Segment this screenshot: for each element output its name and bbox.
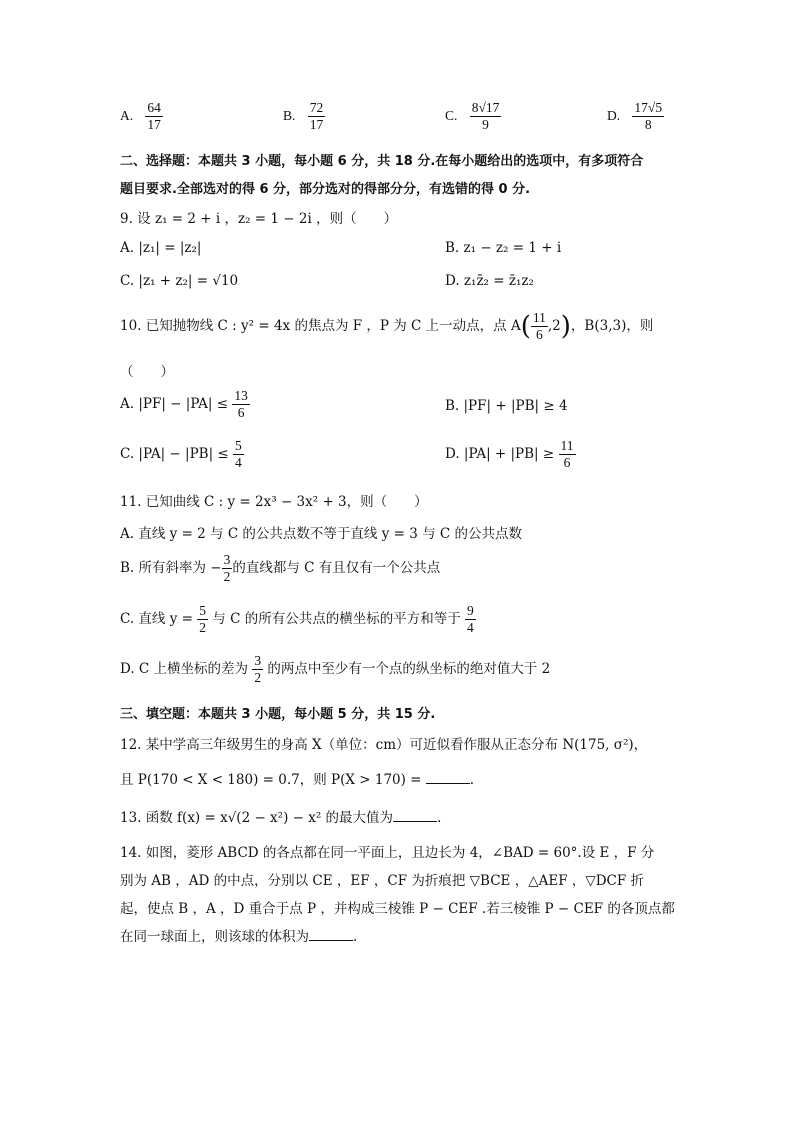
fraction: $\frac{9}{4}$: [467, 603, 474, 635]
q11-stem: 11. 已知曲线 C : y = 2x³ − 3x² + 3，则（ ）: [120, 494, 428, 510]
q14-line2: 别为 AB ，AD 的中点，分别以 CE ，EF ，CF 为折痕把 ▽BCE ，△AEF ，▽DCF 折: [120, 873, 645, 889]
fraction: $\frac{17√5}{8}$: [634, 100, 663, 132]
fraction: $\frac{72}{17}$: [309, 100, 324, 132]
q8-option-c: C. $\frac{8√17}{9}$: [445, 100, 500, 132]
section2-heading-line2: 题目要求.全部选对的得 6 分，部分选对的得部分分，有选错的得 0 分.: [120, 182, 531, 197]
q10-option-b: B. |PF| + |PB| ≥ 4: [445, 398, 568, 414]
q14-line1: 14. 如图，菱形 ABCD 的各点都在同一平面上，且边长为 4，∠BAD = 60°.设 E ，F 分: [120, 845, 655, 861]
q14-line4: 在同一球面上，则该球的体积为 .: [120, 929, 358, 945]
q8-option-b: B. $\frac{72}{17}$: [283, 100, 324, 132]
q11-option-a: A. 直线 y = 2 与 C 的公共点数不等于直线 y = 3 与 C 的公共点数: [120, 526, 523, 542]
q11-option-b: B. 所有斜率为 − $\frac{3}{2}$ 的直线都与 C 有且仅有一个公共点: [120, 552, 441, 584]
q9-option-b: B. z₁ − z₂ = 1 + i: [445, 240, 562, 256]
q14-line3: 起，使点 B ，A ，D 重合于点 P ，并构成三棱锥 P − CEF .若三棱锥 P − CEF 的各顶点都: [120, 901, 675, 917]
fraction: $\frac{8√17}{9}$: [471, 100, 500, 132]
q10-option-a: A. |PF| − |PA| ≤ $\frac{13}{6}$: [120, 388, 248, 420]
q10-option-c: C. |PA| − |PB| ≤ $\frac{5}{4}$: [120, 438, 242, 470]
q9-option-c: C. |z₁ + z₂| = √10: [120, 273, 239, 289]
answer-blank: [309, 928, 353, 941]
fraction: $\frac{11}{6}$: [560, 438, 574, 470]
q8-option-a: A. $\frac{64}{17}$: [120, 100, 161, 132]
q10-stem: 10. 已知抛物线 C : y² = 4x 的焦点为 F ，P 为 C 上一动点，点 A( $\frac{11}{6}$ ,2)，B(3,3)，则: [120, 310, 654, 342]
q13-text: 13. 函数 f(x) = x√(2 − x²) − x² 的最大值为 .: [120, 810, 442, 826]
fraction: $\frac{5}{2}$: [199, 603, 206, 635]
fraction: $\frac{11}{6}$: [532, 310, 546, 342]
answer-blank: [393, 809, 437, 822]
q12-line2: 且 P(170 < X < 180) = 0.7，则 P(X > 170) = .: [120, 772, 475, 788]
q9-option-d: D. z₁z̄₂ = z̄₁z₂: [445, 273, 534, 289]
answer-blank: [426, 771, 470, 784]
fraction: $\frac{64}{17}$: [147, 100, 161, 132]
q10-paren: （ ）: [120, 364, 174, 380]
fraction: $\frac{3}{2}$: [223, 552, 231, 584]
q11-option-c: C. 直线 y = $\frac{5}{2}$ 与 C 的所有公共点的横坐标的平方和等于 $\frac{9}{4}$: [120, 603, 474, 635]
section3-heading: 三、填空题：本题共 3 小题，每小题 5 分，共 15 分.: [120, 707, 436, 722]
q10-option-d: D. |PA| + |PB| ≥ $\frac{11}{6}$: [445, 438, 574, 470]
fraction: $\frac{5}{4}$: [235, 438, 242, 470]
fraction: $\frac{3}{2}$: [254, 653, 262, 685]
q8-option-d: D. $\frac{17√5}{8}$: [607, 100, 663, 132]
q9-option-a: A. |z₁| = |z₂|: [120, 240, 202, 256]
q12-line1: 12. 某中学高三年级男生的身高 X（单位：cm）可近似看作服从正态分布 N(175, σ²)，: [120, 737, 648, 753]
section2-heading-line1: 二、选择题：本题共 3 小题，每小题 6 分，共 18 分.在每小题给出的选项中，有多项符合: [120, 154, 644, 169]
q9-stem: 9. 设 z₁ = 2 + i ，z₂ = 1 − 2i ，则（ ）: [120, 211, 398, 227]
q11-option-d: D. C 上横坐标的差为 $\frac{3}{2}$ 的两点中至少有一个点的纵坐标的绝对值大于 2: [120, 653, 551, 685]
fraction: $\frac{13}{6}$: [234, 388, 248, 420]
